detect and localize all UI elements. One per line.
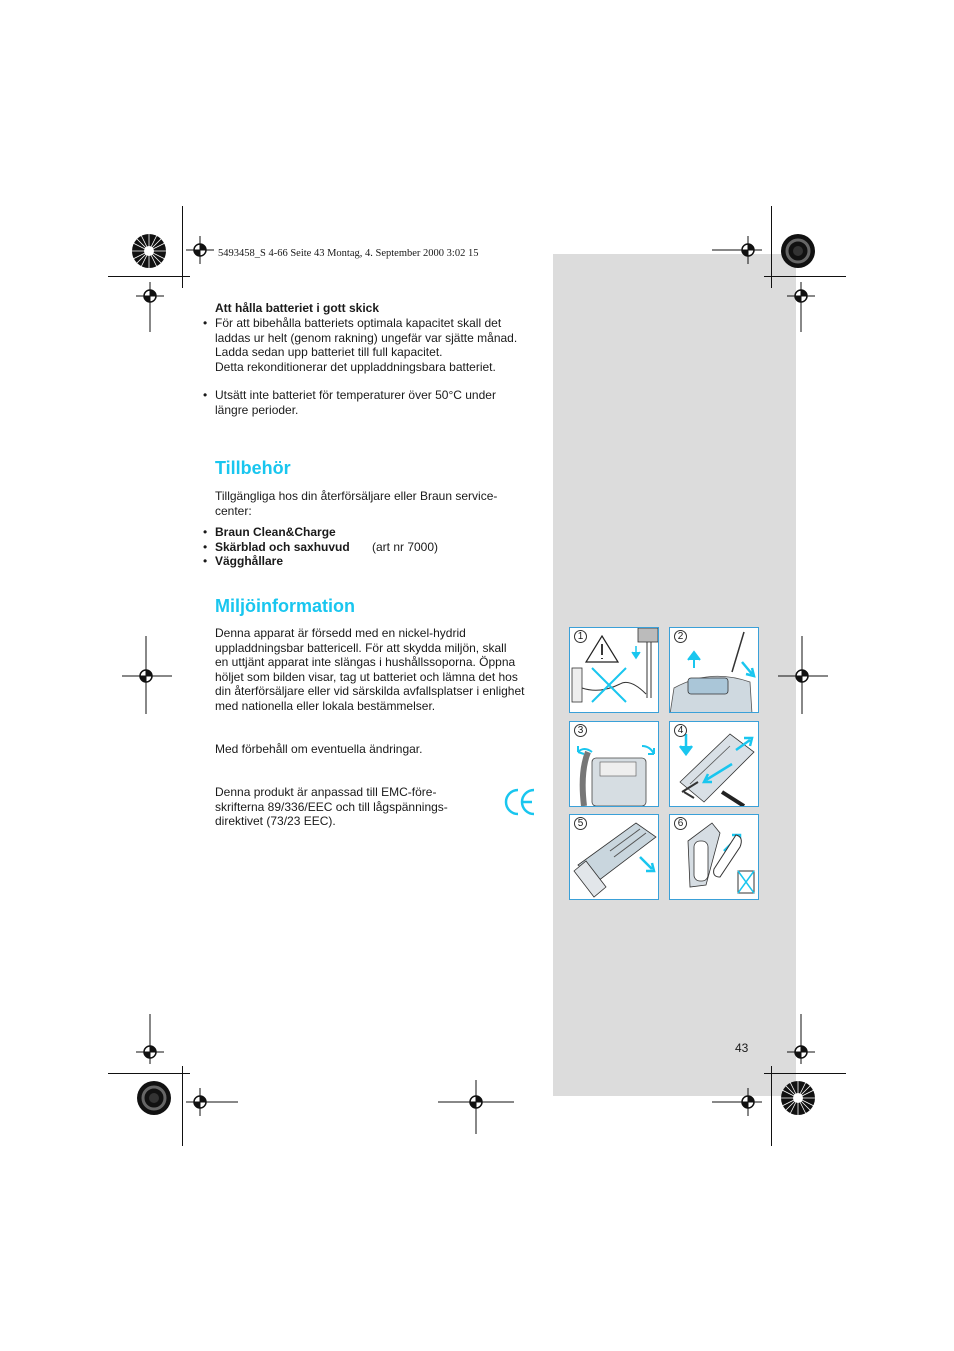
figure-number: 6 — [674, 817, 687, 830]
section-title-battery: Att hålla batteriet i gott skick — [215, 301, 380, 315]
text-line: Tillgängliga hos din återförsäljare eller Braun service- — [215, 489, 498, 503]
crop-line — [764, 1073, 846, 1074]
registration-mark-icon — [712, 1088, 762, 1116]
radial-target-icon — [780, 233, 816, 269]
figure-number: 5 — [574, 817, 587, 830]
accessory-name: Skärblad och saxhuvud — [215, 539, 350, 554]
text-line: din återförsäljare eller vid särskilda avfallsplatser i enlighet — [215, 684, 525, 699]
text-line: Ladda sedan upp batteriet till full kapacitet. — [215, 345, 443, 360]
text-line: Utsätt inte batteriet för temperaturer över 50°C under — [215, 388, 496, 402]
figure-3 — [569, 721, 659, 807]
ce-mark-icon — [504, 787, 536, 822]
page-number: 43 — [735, 1041, 749, 1055]
text-line: För att bibehålla batteriets optimala kapacitet skall det — [215, 316, 502, 330]
figure-number: 4 — [674, 724, 687, 737]
figure-6 — [669, 814, 759, 900]
crop-line — [108, 276, 190, 277]
registration-mark-icon — [122, 636, 172, 714]
text-line: längre perioder. — [215, 402, 299, 417]
figure-2 — [669, 627, 759, 713]
registration-mark-icon — [136, 1014, 164, 1064]
accessories-intro — [215, 489, 545, 518]
figure-number: 3 — [574, 724, 587, 737]
registration-mark-icon — [712, 236, 762, 264]
bullet-battery-discharge — [203, 316, 545, 374]
bullet-dot: • — [203, 388, 208, 402]
radial-target-icon — [780, 1080, 816, 1116]
registration-mark-icon — [186, 236, 214, 264]
bullet-dot: • — [203, 539, 208, 554]
radial-target-icon — [136, 1080, 172, 1116]
text-line: Detta rekonditionerar det uppladdningsbara batteriet. — [215, 359, 496, 374]
figure-number: 1 — [574, 630, 587, 643]
bullet-battery-temperature — [203, 388, 545, 417]
text-line: höljet som bilden visar, tag ut batteriet och lämna det hos — [215, 669, 518, 684]
crop-line — [182, 1066, 183, 1146]
text-line: Denna produkt är anpassad till EMC-före- — [215, 785, 437, 799]
heading-environment: Miljöinformation — [215, 596, 355, 616]
print-header: 5493458_S 4-66 Seite 43 Montag, 4. September 2000 3:02 15 — [218, 248, 479, 259]
reservation-note: Med förbehåll om eventuella ändringar. — [215, 742, 423, 756]
accessories-list — [203, 525, 545, 569]
registration-mark-icon — [438, 1080, 514, 1134]
figure-number: 2 — [674, 630, 687, 643]
crop-line — [108, 1073, 190, 1074]
heading-accessories: Tillbehör — [215, 458, 291, 478]
list-item — [203, 554, 545, 569]
text-line: laddas ur helt (genom rakning) ungefär var sjätte månad. — [215, 330, 518, 345]
registration-mark-icon — [186, 1088, 238, 1116]
bullet-dot: • — [203, 554, 208, 569]
accessory-name: Vägghållare — [215, 554, 284, 569]
text-line: center: — [215, 503, 252, 518]
list-item — [203, 539, 545, 555]
text-line: direktivet (73/23 EEC). — [215, 814, 336, 829]
registration-mark-icon — [778, 636, 828, 714]
list-item — [203, 525, 545, 540]
registration-mark-icon — [136, 282, 164, 332]
crop-line — [764, 276, 846, 277]
registration-mark-icon — [787, 282, 815, 332]
figure-5 — [569, 814, 659, 900]
registration-mark-icon — [787, 1014, 815, 1064]
text-line: Denna apparat är försedd med en nickel-hydrid — [215, 626, 466, 640]
text-line: skrifterna 89/336/EEC och till lågspännings- — [215, 799, 448, 814]
crop-line — [771, 1066, 772, 1146]
radial-target-icon — [131, 233, 167, 269]
environment-paragraph — [215, 626, 545, 714]
text-line: en uttjänt apparat inte slängas i hushållssoporna. Öppna — [215, 655, 516, 670]
bullet-dot: • — [203, 316, 208, 330]
accessory-note: (art nr 7000) — [372, 539, 439, 554]
accessory-name: Braun Clean&Charge — [215, 525, 336, 539]
emc-note — [215, 785, 495, 829]
figure-4 — [669, 721, 759, 807]
text-line: med nationella eller lokala bestämmelser. — [215, 698, 436, 713]
figure-1 — [569, 627, 659, 713]
text-line: uppladdningsbar battericell. För att skydda miljön, skall — [215, 640, 507, 655]
bullet-dot: • — [203, 525, 208, 539]
